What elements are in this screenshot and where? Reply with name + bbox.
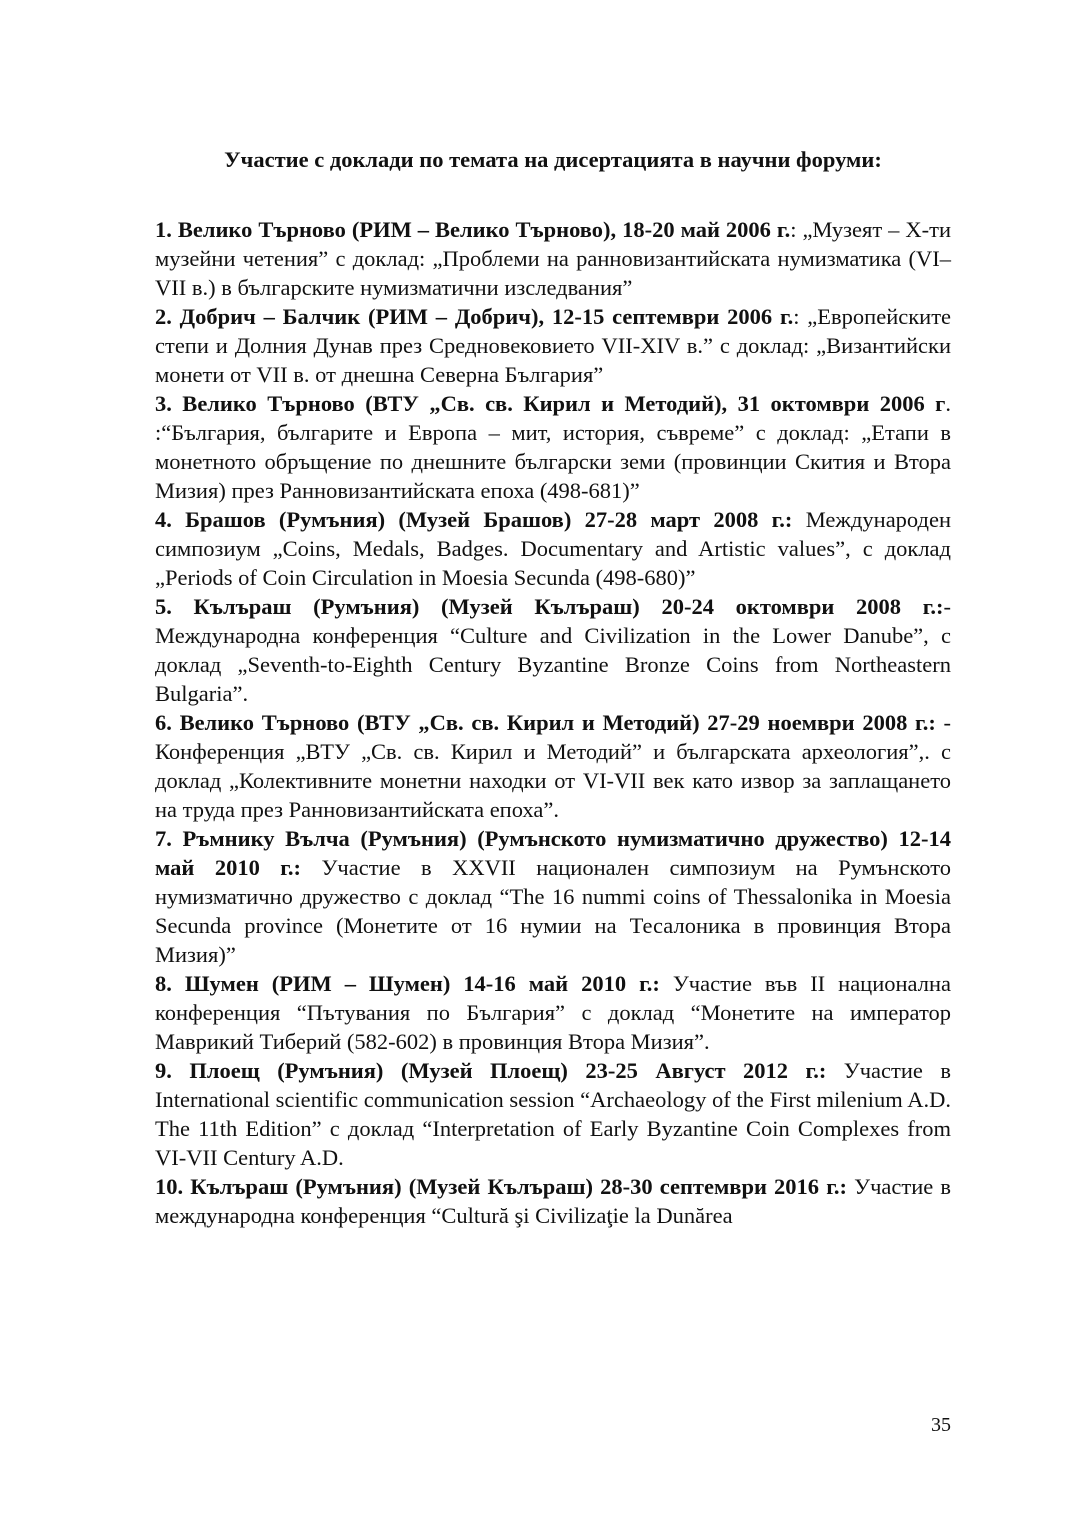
entry-text: Международен симпозиум „Coins, Medals, Badges. Documentary and Artistic values”, с доклад „Periods of Coin Circulation in Moesia Secunda (498-680)”	[155, 507, 952, 590]
entry-text: Участие в международна конференция “Cultură şi Civilizaţie la Dunărea	[155, 1174, 951, 1228]
entry-text: - Конференция „ВТУ „Св. св. Кирил и Методий” и българската археология”,. с доклад „Колективните монетни находки от VI-VII век като извор за заплащането на труда през Ранновизантийската епоха”.	[155, 710, 951, 822]
entry-title: 8. Шумен (РИМ – Шумен) 14-16 май 2010 г.:	[155, 971, 660, 996]
forum-entry-5	[155, 592, 951, 708]
entry-text: Участие във II национална конференция “Пътувания по България” с доклад “Монетите на император Маврикий Тиберий (582-602) в провинция Втора Мизия”.	[155, 971, 951, 1054]
entry-title: 2. Добрич – Балчик (РИМ – Добрич), 12-15 септември 2006 г.	[155, 304, 794, 329]
forum-entry-2	[155, 302, 951, 389]
entry-text: . :“България, българите и Европа – мит, история, съвреме” с доклад: „Етапи в монетното обръщение по днешните български земи (провинции Скития и Втора Мизия) през Ранновизантийската епоха (498-681)”	[155, 391, 951, 503]
entry-title: 7. Ръмнику Вълча (Румъния) (Румънското нумизматично дружество) 12-14 май 2010 г.:	[155, 826, 951, 880]
forum-entry-3	[155, 389, 951, 505]
entry-title: 3. Велико Търново (ВТУ „Св. св. Кирил и Методий), 31 октомври 2006 г	[155, 391, 946, 416]
page-heading: Участие с доклади по темата на дисертацията в научни форуми:	[224, 147, 882, 172]
forum-list	[155, 215, 951, 1230]
forum-entry-1	[155, 215, 951, 302]
entry-text: : „Музеят – Х-ти музейни четения” с доклад: „Проблеми на ранновизантийската нумизматика (VI–VII в.) в българските нумизматични изследвания”	[155, 217, 951, 300]
forum-entry-4	[155, 505, 951, 592]
entry-text: Участие в XXVII национален симпозиум на Румънското нумизматично дружество с доклад “The 16 nummi coins of Thessalonika in Moesia Secunda province (Монетите от 16 нумии на Тесалоника в провинция Втора Мизия)”	[155, 855, 951, 967]
forum-entry-8	[155, 969, 951, 1056]
entry-title: 10. Кълъраш (Румъния) (Музей Кълъраш) 28-30 септември 2016 г.:	[155, 1174, 847, 1199]
entry-text: : „Европейските степи и Долния Дунав през Средновековието VII-XIV в.” с доклад: „Византийски монети от VII в. от днешна Северна България”	[155, 304, 952, 387]
entry-title: 4. Брашов (Румъния) (Музей Брашов) 27-28 март 2008 г.:	[155, 507, 793, 532]
entry-text: - Международна конференция “Culture and Civilization in the Lower Danube”, с доклад „Seventh-to-Eighth Century Byzantine Bronze Coins from Northeastern Bulgaria”.	[155, 594, 951, 706]
forum-entry-10	[155, 1172, 951, 1230]
entry-title: 1. Велико Търново (РИМ – Велико Търново), 18-20 май 2006 г.	[155, 217, 791, 242]
entry-title: 5. Кълъраш (Румъния) (Музей Кълъраш) 20-24 октомври 2008 г.:	[155, 594, 944, 619]
entry-title: 9. Плоещ (Румъния) (Музей Плоещ) 23-25 Август 2012 г.:	[155, 1058, 827, 1083]
forum-entry-6	[155, 708, 951, 824]
entry-title: 6. Велико Търново (ВТУ „Св. св. Кирил и Методий) 27-29 ноември 2008 г.:	[155, 710, 936, 735]
entry-text: Участие в International scientific communication session “Archaeology of the First milenium A.D. The 11th Edition” с доклад “Interpretation of Early Byzantine Coin Complexes from VI-VII Century A.D.	[155, 1058, 951, 1170]
forum-entry-7	[155, 824, 951, 969]
page-number: 35	[931, 1414, 951, 1436]
forum-entry-9	[155, 1056, 951, 1172]
